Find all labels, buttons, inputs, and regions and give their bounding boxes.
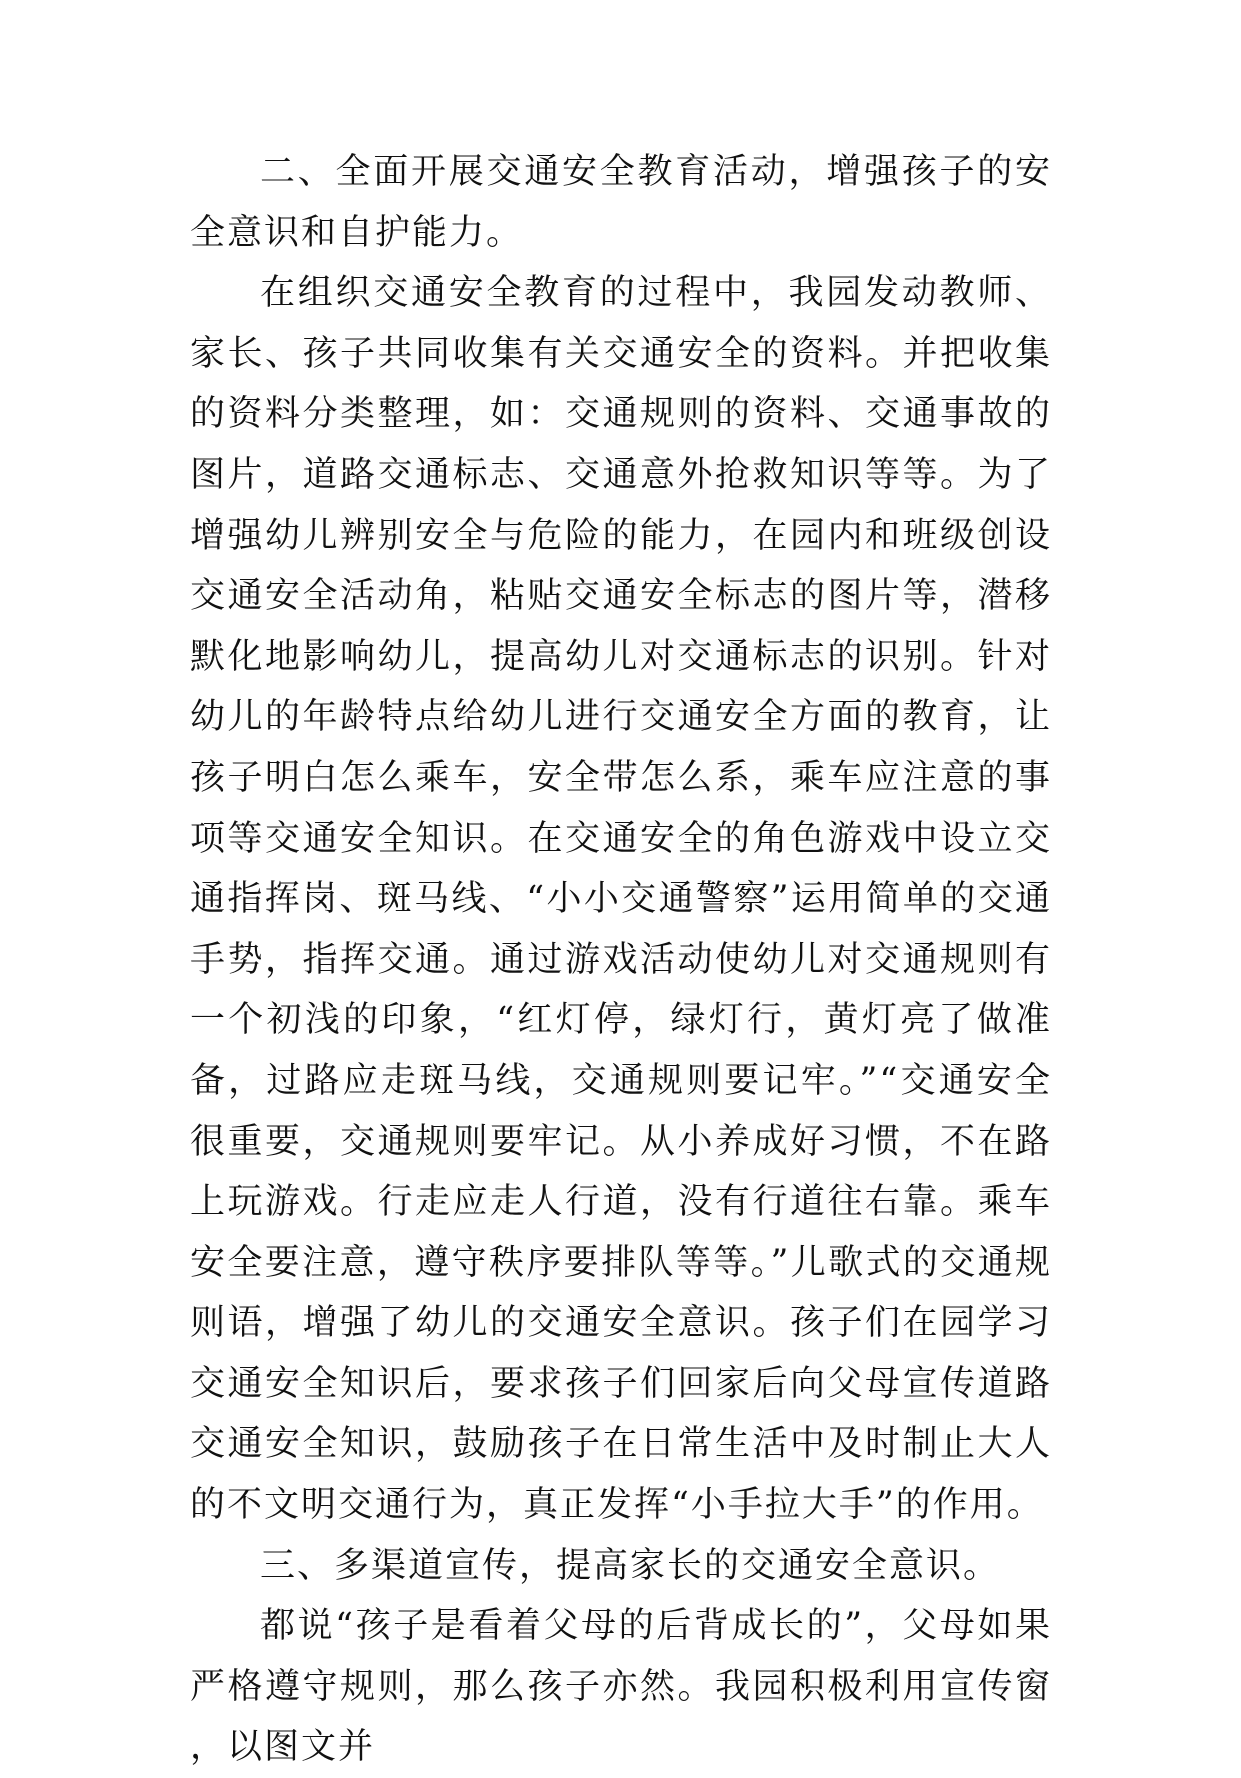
section-heading-two: 二、全面开展交通安全教育活动，增强孩子的安全意识和自护能力。	[190, 152, 1052, 253]
section-heading-three: 三、多渠道宣传，提高家长的交通安全意识。	[260, 1545, 1001, 1586]
body-paragraph-traffic-education: 在组织交通安全教育的过程中，我园发动教师、家长、孩子共同收集有关交通安全的资料。并把收集的资料分类整理，如：交通规则的资料、交通事故的图片，道路交通标志、交通意外抢救知识等等。为了增强幼儿辨别安全与危险的能力，在园内和班级创设交通安全活动角，粘贴交通安全标志的图片等，潜移默化地影响幼儿，提高幼儿对交通标志的识别。针对幼儿的年龄特点给幼儿进行交通安全方面的教育，让孩子明白怎么乘车，安全带怎么系，乘车应注意的事项等交通安全知识。在交通安全的角色游戏中设立交通指挥岗、斑马线、“小小交通警察”运用简单的交通手势，指挥交通。通过游戏活动使幼儿对交通规则有一个初浅的印象，“红灯停，绿灯行，黄灯亮了做准备，过路应走斑马线，交通规则要记牢。”“交通安全很重要，交通规则要牢记。从小养成好习惯，不在路上玩游戏。行走应走人行道，没有行道往右靠。乘车安全要注意，遵守秩序要排队等等。”儿歌式的交通规则语，增强了幼儿的交通安全意识。孩子们在园学习交通安全知识后，要求孩子们回家后向父母宣传道路交通安全知识，鼓励孩子在日常生活中及时制止大人的不文明交通行为，真正发挥“小手拉大手”的作用。	[190, 273, 1052, 1526]
document-body	[190, 142, 1052, 1778]
body-paragraph-parents: 都说“孩子是看着父母的后背成长的”，父母如果严格遵守规则，那么孩子亦然。我园积极利用宣传窗，以图文并	[190, 1606, 1052, 1768]
